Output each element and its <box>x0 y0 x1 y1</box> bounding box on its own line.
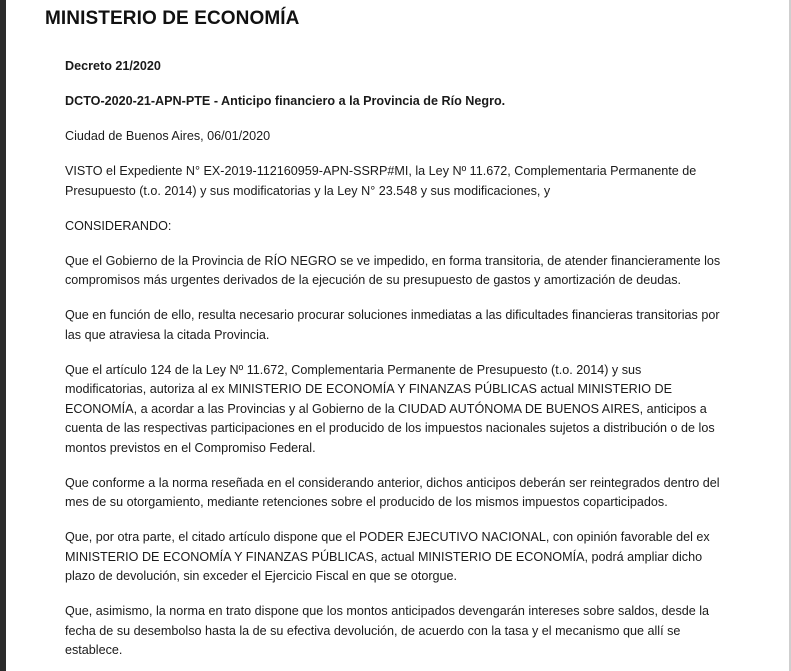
decree-body <box>65 57 725 671</box>
ministry-heading: MINISTERIO DE ECONOMÍA <box>45 8 300 29</box>
considerando-paragraph: Que, asimismo, la norma en trato dispone que los montos anticipados devengarán intereses sobre saldos, desde la fecha de su desembolso hasta la de su efectiva devolución, de acuerdo con la tasa y el mecanismo que allí se establece. <box>65 604 710 657</box>
considerando-paragraph: Que conforme a la norma reseñada en el considerando anterior, dichos anticipos deberán ser reintegrados dentro del mes de su otorgamiento, mediante retenciones sobre el producido de los mismos impuestos coparticipados. <box>65 475 720 509</box>
considerando-paragraph: Que en función de ello, resulta necesario procurar soluciones inmediatas a las dificultades financieras transitorias por las que atraviesa la citada Provincia. <box>65 308 720 342</box>
considerando-paragraph: Que el Gobierno de la Provincia de RÍO NEGRO se ve impedido, en forma transitoria, de atender financieramente los compromisos más urgentes derivados de la ejecución de su presupuesto de gastos y amortización de deudas. <box>65 253 721 287</box>
considerando-heading: CONSIDERANDO: <box>65 218 172 233</box>
decree-number: Decreto 21/2020 <box>65 59 161 73</box>
decree-title: DCTO-2020-21-APN-PTE - Anticipo financiero a la Provincia de Río Negro. <box>65 94 506 108</box>
place-date: Ciudad de Buenos Aires, 06/01/2020 <box>65 129 271 143</box>
window-left-edge <box>0 0 6 671</box>
considerando-paragraph: Que el artículo 124 de la Ley Nº 11.672, Complementaria Permanente de Presupuesto (t.o. 2014) y sus modificatorias, autoriza al ex MINISTERIO DE ECONOMÍA Y FINANZAS PÚBLICAS actual MINISTERIO DE ECONOMÍA, a acordar a las Provincias y al Gobierno de la CIUDAD AUTÓNOMA DE BUENOS AIRES, anticipos a cuenta de las respectivas participaciones en el producido de los impuestos nacionales sujetos a distribución o de los montos previstos en el Compromiso Federal. <box>65 362 715 455</box>
considerando-paragraph: Que, por otra parte, el citado artículo dispone que el PODER EJECUTIVO NACIONAL, con opinión favorable del ex MINISTERIO DE ECONOMÍA Y FINANZAS PÚBLICAS, actual MINISTERIO DE ECONOMÍA, podrá ampliar dicho plazo de devolución, sin exceder el Ejercicio Fiscal en que se otorgue. <box>65 530 710 583</box>
visto-paragraph: VISTO el Expediente N° EX-2019-112160959-APN-SSRP#MI, la Ley Nº 11.672, Complementaria Permanente de Presupuesto (t.o. 2014) y sus modificatorias y la Ley N° 23.548 y sus modificaciones, y <box>65 164 697 198</box>
